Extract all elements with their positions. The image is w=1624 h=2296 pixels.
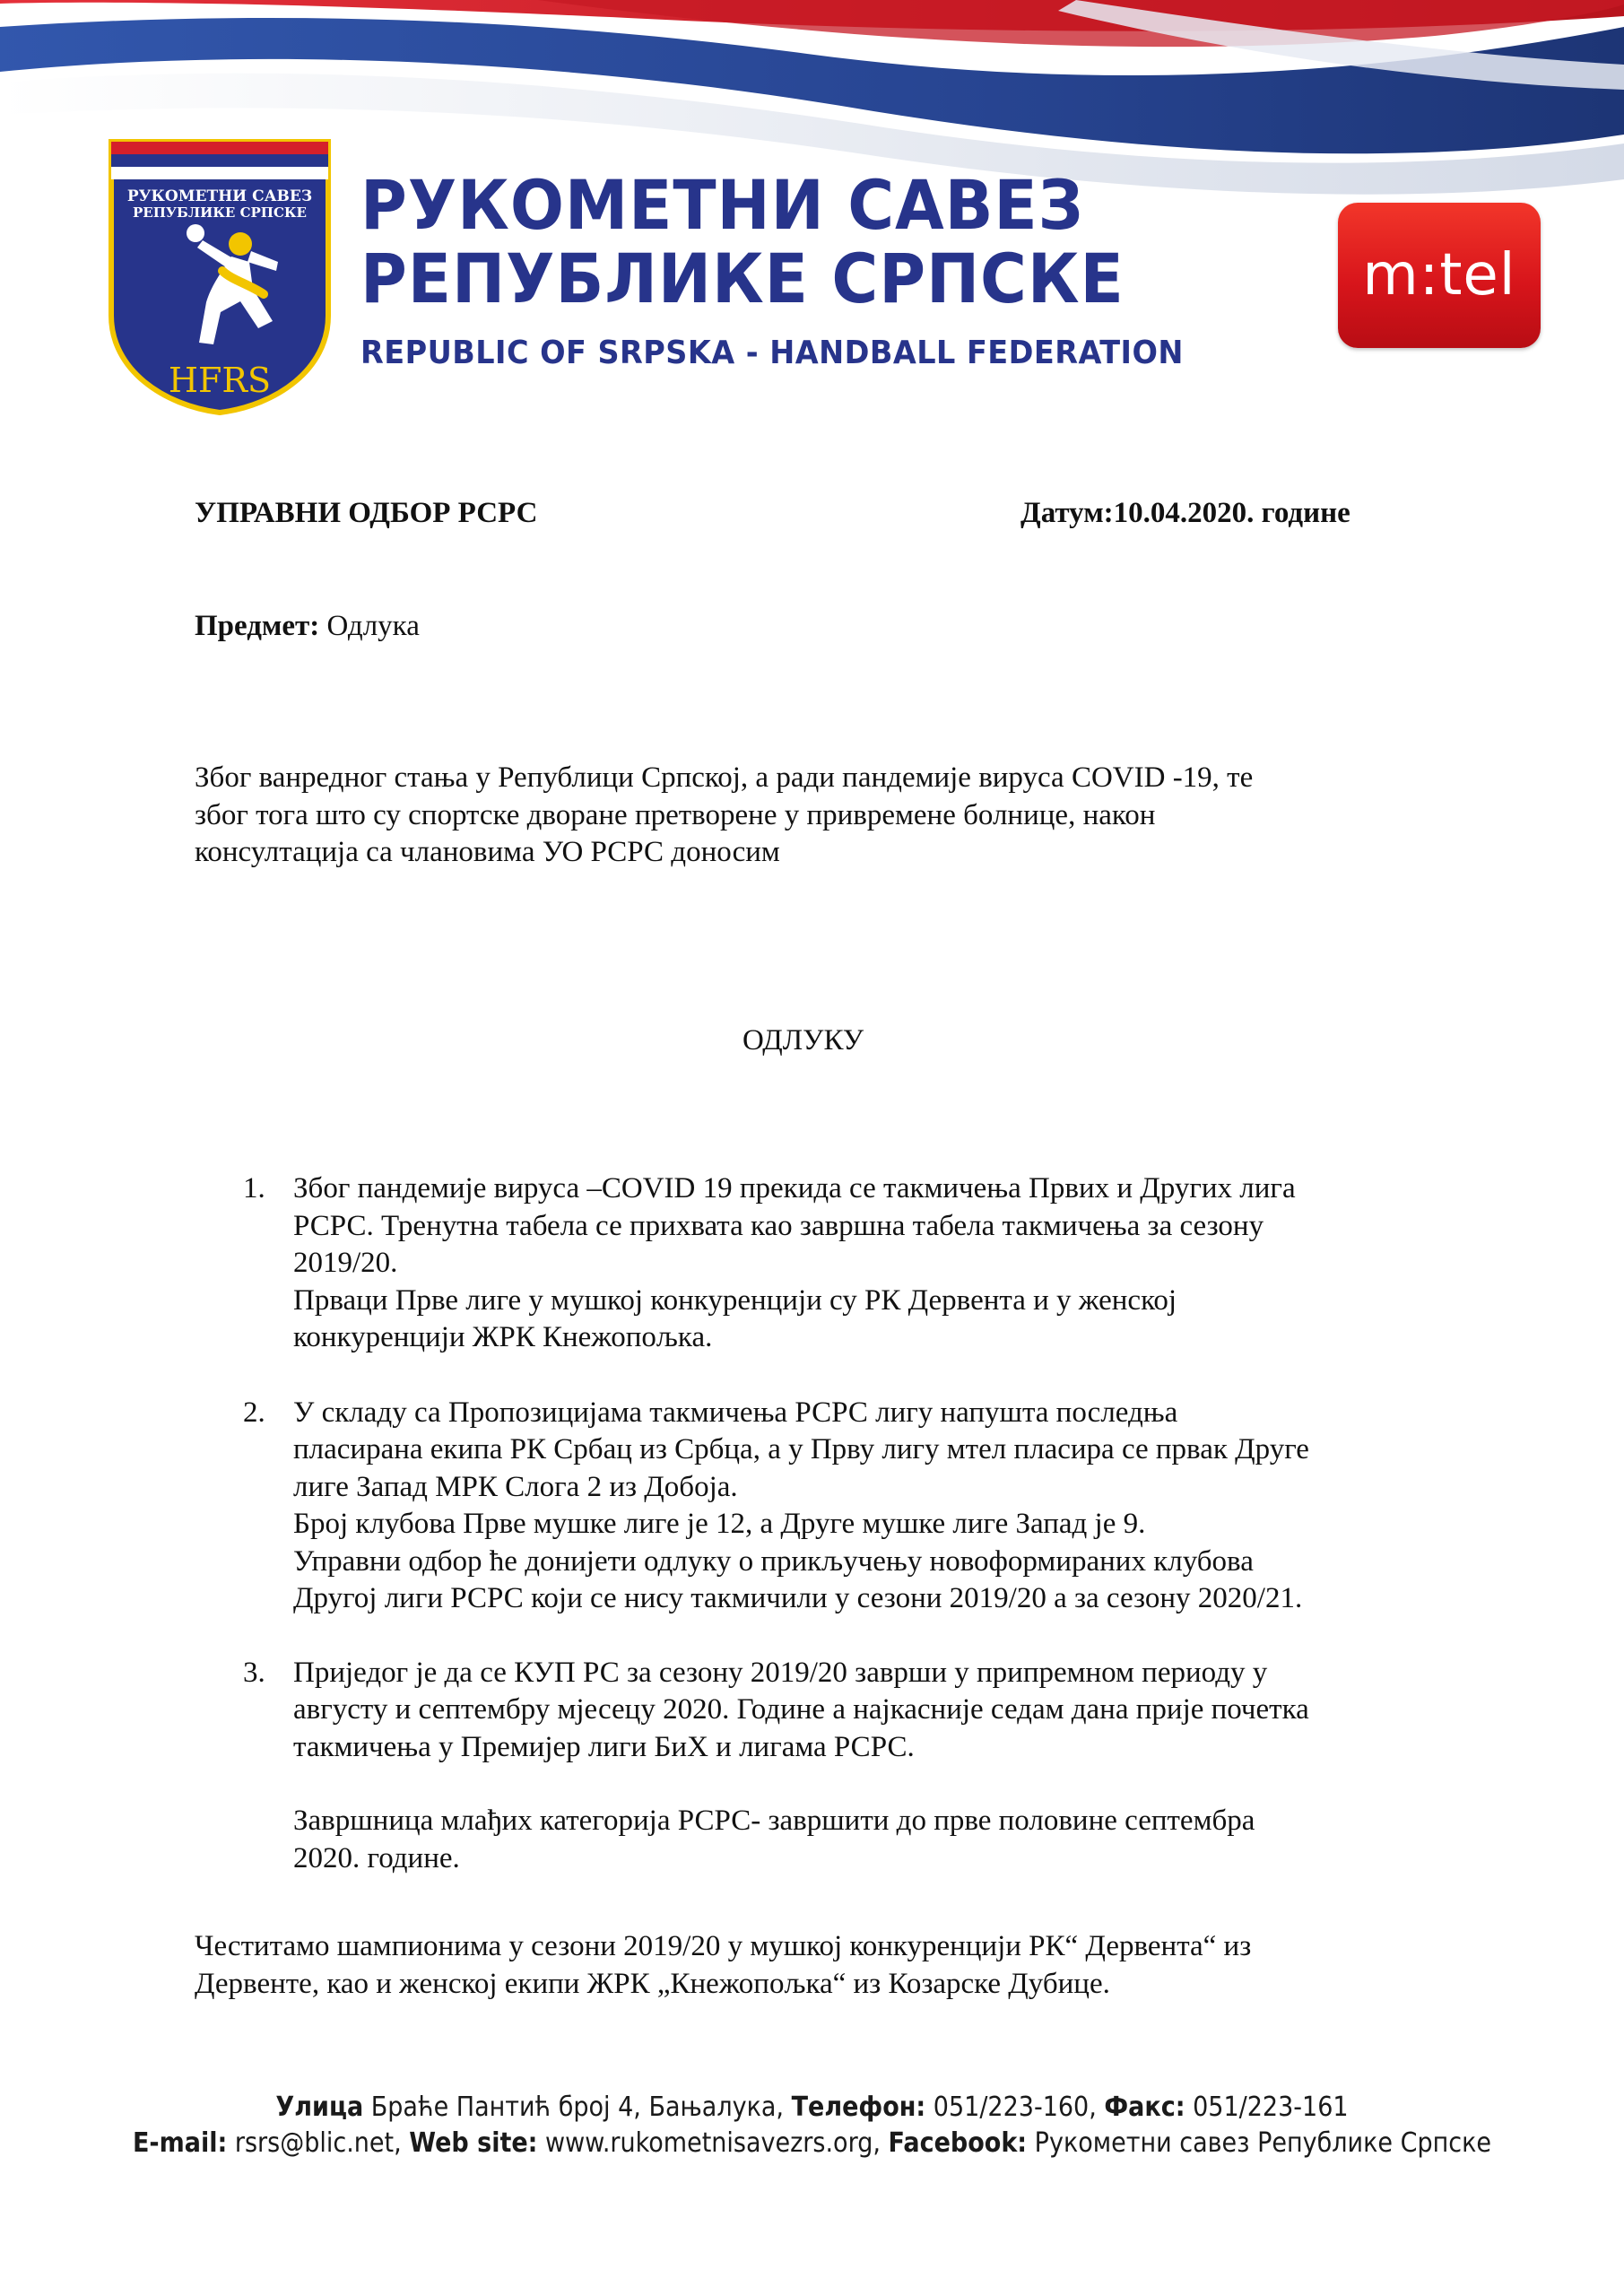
item-line: Другој лиги РСРС који се нису такмичили у сезони 2019/20 а за сезону 2020/21. (293, 1582, 1303, 1614)
phone-value: 051/223-160, (925, 2092, 1105, 2123)
decision-item (195, 1655, 1468, 1878)
decision-item (195, 1170, 1468, 1357)
crest-text-bottom: РЕПУБЛИКЕ СРПСКЕ (132, 204, 308, 221)
street-value: Браће Пантић број 4, Бањалука, (363, 2092, 792, 2123)
phone-label: Телефон: (791, 2092, 926, 2123)
item-spacer (293, 1766, 1468, 1803)
subject-line (195, 610, 420, 643)
issuer: УПРАВНИ ОДБОР РСРС (195, 497, 538, 529)
subject-label: Предмет: (195, 610, 320, 642)
fax-value: 051/223-161 (1185, 2092, 1349, 2123)
federation-name-english: REPUBLIC OF SRPSKA - HANDBALL FEDERATION (360, 335, 1184, 371)
intro-line: Због ванредног стања у Републици Српској, а ради пандемије вируса COVID -19, те (195, 761, 1254, 794)
list-spacer (195, 1618, 1468, 1655)
item-line: лиге Запад МРК Слога 2 из Добоја. (293, 1470, 738, 1503)
facebook-value: Рукометни савез Републике Српске (1027, 2127, 1492, 2159)
footer-online-line (82, 2126, 1543, 2161)
item-line: 2020. године. (293, 1841, 460, 1874)
closing-paragraph (195, 1928, 1441, 2003)
intro-paragraph (195, 760, 1441, 872)
intro-line: због тога што су спортске дворане претворене у привремене болнице, након (195, 798, 1156, 831)
item-line: августу и септембру мјесецу 2020. Године а најкасније седам дана прије почетка (293, 1693, 1309, 1726)
decision-heading: ОДЛУКУ (743, 1024, 864, 1057)
document-date: Датум:10.04.2020. године (1020, 497, 1350, 529)
item-line: Управни одбор ће донијети одлуку о прикључењу новоформираних клубова (293, 1544, 1254, 1578)
item-line: У складу са Пропозицијама такмичења РСРС лигу напушта последња (293, 1396, 1178, 1429)
website-value: www.rukometnisavezrs.org, (537, 2127, 889, 2159)
sponsor-logo-text: m:tel (1362, 242, 1516, 309)
crest-text-top: РУКОМЕТНИ САВЕЗ (126, 187, 313, 205)
decision-item (195, 1395, 1468, 1618)
list-spacer (195, 1357, 1468, 1395)
intro-line: консултација са члановима УО РСРС доносим (195, 836, 780, 868)
item-line: РСРС. Тренутна табела се прихвата као завршна табела такмичења за сезону (293, 1209, 1264, 1242)
item-line: Број клубова Прве мушке лиге је 12, а Друге мушке лиге Запад је 9. (293, 1508, 1146, 1540)
street-label: Улица (275, 2092, 364, 2123)
footer-address-line (82, 2090, 1543, 2126)
item-line: Приједог је да се КУП РС за сезону 2019/20 заврши у припремном периоду у (293, 1656, 1268, 1689)
sponsor-logo (1338, 203, 1541, 348)
item-number: 3. (243, 1656, 265, 1689)
item-line: Због пандемије вируса –COVID 19 прекида се такмичења Првих и Других лига (293, 1172, 1296, 1205)
item-line: такмичења у Премијер лиги БиХ и лигама РСРС. (293, 1730, 915, 1763)
item-number: 2. (243, 1396, 265, 1429)
website-label: Web site: (409, 2127, 538, 2159)
item-line: 2019/20. (293, 1247, 398, 1279)
federation-name-line2: РЕПУБЛИКЕ СРПСКЕ (360, 239, 1125, 318)
decision-list (195, 1170, 1468, 1877)
item-line: пласирана екипа РК Србац из Србца, а у Прву лигу мтел пласира се првак Друге (293, 1433, 1309, 1465)
item-line: конкуренцији ЖРК Кнежопољка. (293, 1321, 713, 1353)
item-number: 1. (243, 1172, 265, 1205)
facebook-label: Facebook: (888, 2127, 1028, 2159)
crest-monogram: HFRS (168, 361, 272, 400)
closing-line: Дервенте, као и женској екипи ЖРК „Кнежопољка“ из Козарске Дубице. (195, 1967, 1110, 2000)
subject-value: Одлука (326, 610, 420, 642)
federation-crest (106, 136, 334, 416)
fax-label: Факс: (1104, 2092, 1185, 2123)
item-line: Прваци Прве лиге у мушкој конкуренцији су РК Дервента и у женској (293, 1283, 1177, 1317)
item-line: Завршница млађих категорија РСРС- завршити до прве половине септембра (293, 1805, 1255, 1837)
contact-footer (0, 2090, 1624, 2161)
email-label: E-mail: (132, 2127, 228, 2159)
closing-line: Честитамо шампионима у сезони 2019/20 у мушкој конкуренцији РК“ Дервента“ из (195, 1930, 1252, 1962)
federation-name (360, 165, 1184, 371)
federation-name-line1: РУКОМЕТНИ САВЕЗ (360, 165, 1084, 245)
email-value: rsrs@blic.net, (227, 2127, 410, 2159)
